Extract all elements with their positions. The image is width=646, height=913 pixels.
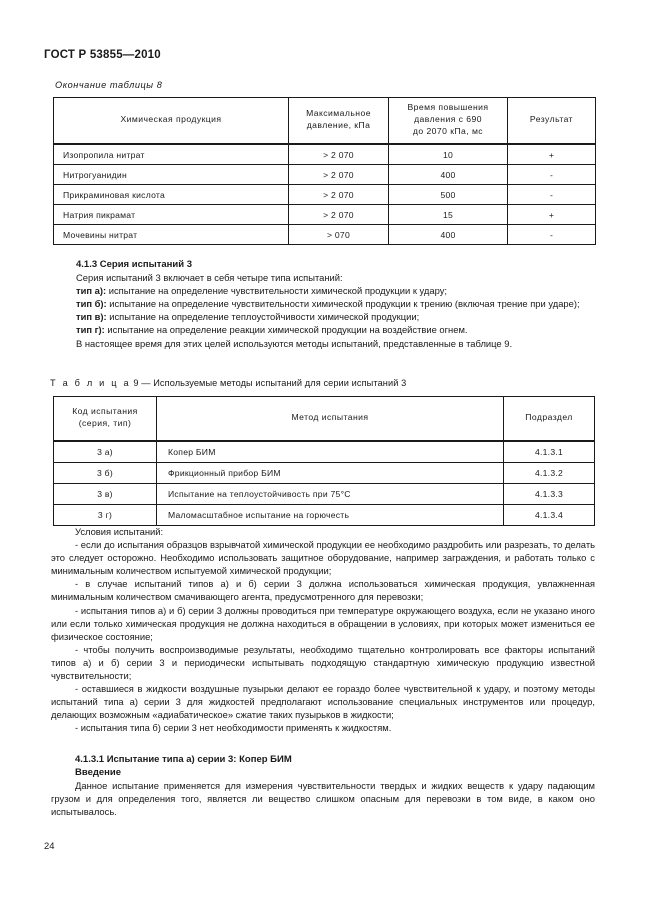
test-type-label: тип б):	[76, 298, 107, 310]
table8-cell-name: Нитрогуанидин	[54, 165, 289, 185]
table8-cell-name: Натрия пикрамат	[54, 205, 289, 225]
table8-header-time-line2: давления с 690	[414, 114, 482, 125]
table-row	[54, 463, 595, 484]
test-type-label: тип в):	[76, 311, 107, 323]
section-4-1-3-closing: В настоящее время для этих целей используются методы испытаний, представленные в таблице 9.	[76, 337, 513, 349]
table8-header-result: Результат	[508, 98, 596, 145]
conditions-item: - чтобы получить воспроизводимые результаты, необходимо тщательно контролировать все факторы испытаний типов а) и б) серии 3 и периодически испытывать подходящую стандартную химическую продукцию известной чувствительности;	[51, 643, 595, 682]
table8-cell-result: -	[508, 225, 596, 245]
test-type-label: тип а):	[76, 285, 107, 297]
table8-cell-pressure: > 2 070	[289, 165, 389, 185]
table8-cell-pressure: > 2 070	[289, 144, 389, 165]
table8-cell-result: -	[508, 165, 596, 185]
table8-cell-result: +	[508, 205, 596, 225]
table9-cell-method: Испытание на теплоустойчивость при 75°С	[157, 484, 504, 505]
section-4-1-3-heading: 4.1.3 Серия испытаний 3	[76, 259, 192, 270]
table8-header-pressure-line1: Максимальное	[306, 108, 371, 119]
table9-header-row	[54, 397, 595, 442]
table9-header-code-line2: (серия, тип)	[78, 418, 132, 428]
table8-cell-time: 500	[389, 185, 508, 205]
table9-cell-code: 3 г)	[54, 505, 157, 526]
test-type-item	[52, 323, 595, 336]
table8-header-time-line3: до 2070 кПа, мс	[412, 125, 484, 136]
test-type-list	[52, 284, 595, 336]
table9-cell-method: Фрикционный прибор БИМ	[157, 463, 504, 484]
section-4-1-3-1-heading: 4.1.3.1 Испытание типа а) серии 3: Копер БИМ	[75, 754, 292, 765]
conditions-item: - оставшиеся в жидкости воздушные пузырьки делают ее гораздо более чувствительной к удару, и поэтому методы испытаний типа а) серии 3 для жидкостей предполагают использование специальных инструментов или процедур, делающих возможным «адиабатическое» сжатие таких пузырьков в жидкости;	[51, 683, 595, 721]
table-row	[54, 441, 595, 463]
table-row	[54, 225, 596, 245]
test-type-text: испытание на определение теплоустойчивости химической продукции;	[109, 311, 420, 323]
table9-header-method: Метод испытания	[157, 397, 504, 442]
table-row	[54, 484, 595, 505]
section-4-1-3-1-body: Данное испытание применяется для измерения чувствительности твердых и жидких веществ к удару падающим грузом и для определения того, является ли вещество слишком опасным для перевозки в том виде, в каком оно испытывалось.	[51, 780, 595, 818]
test-type-item	[52, 310, 595, 323]
table-row	[54, 185, 596, 205]
table8-cell-time: 400	[389, 165, 508, 185]
table8-cell-pressure: > 070	[289, 225, 389, 245]
table8-cell-pressure: > 2 070	[289, 185, 389, 205]
table8-cell-name: Изопропила нитрат	[54, 144, 289, 165]
test-conditions-block	[51, 525, 595, 735]
table8-cell-time: 10	[389, 144, 508, 165]
table8-header-pressure	[289, 98, 389, 145]
test-type-item	[52, 297, 595, 310]
table9-cell-code: 3 б)	[54, 463, 157, 484]
table-row	[54, 165, 596, 185]
section-4-1-3	[52, 258, 595, 350]
running-head: ГОСТ Р 53855—2010	[44, 49, 161, 61]
test-type-text: испытание на определение чувствительности химической продукции к трению (включая трение при ударе);	[109, 298, 580, 310]
table-8	[53, 97, 596, 245]
table9-caption-word: Т а б л и ц а	[50, 378, 131, 388]
conditions-item: - в случае испытаний типов а) и б) серии 3 должна использоваться химическая продукция, увлажненная минимальным количеством смачивающего агента, предусмотренного для перевозки;	[51, 578, 595, 603]
table9-header-code	[54, 397, 157, 442]
table9-header-code-line1: Код испытания	[72, 406, 138, 417]
table9-cell-subsection: 4.1.3.4	[504, 505, 595, 526]
conditions-item: - испытания типа б) серии 3 нет необходимости применять к жидкостям.	[75, 722, 392, 734]
table9-header-subsection: Подраздел	[504, 397, 595, 442]
table9-caption-rest: 9 — Используемые методы испытаний для серии испытаний 3	[130, 378, 407, 388]
table8-header-row	[54, 98, 596, 145]
table8-header-pressure-line2: давление, кПа	[306, 120, 371, 130]
conditions-item: - испытания типов а) и б) серии 3 должны проводиться при температуре окружающего воздуха, если не указано иного или если только химическая продукция не должна находиться в обращении в условиях, при которых может измениться ее физическое состояние;	[51, 604, 595, 642]
test-type-item	[52, 284, 595, 297]
table9-cell-subsection: 4.1.3.2	[504, 463, 595, 484]
test-type-label: тип г):	[76, 324, 105, 336]
table8-header-time-line1: Время повышения	[407, 102, 489, 113]
table8-cell-result: -	[508, 185, 596, 205]
table8-cell-time: 400	[389, 225, 508, 245]
test-type-text: испытание на определение реакции химической продукции на воздействие огнем.	[107, 324, 468, 336]
table8-cell-name: Мочевины нитрат	[54, 225, 289, 245]
conditions-item: - если до испытания образцов взрывчатой химической продукции ее необходимо раздробить или разрезать, то делать это следует осторожно. Необходимо использовать защитное оборудование, например заграждения, и работать только с минимальным количеством испытуемой химической продукции;	[51, 539, 595, 577]
test-type-text: испытание на определение чувствительности химической продукции к удару;	[108, 285, 448, 297]
table8-cell-name: Прикраминовая кислота	[54, 185, 289, 205]
table9-cell-code: 3 а)	[54, 441, 157, 463]
table-row	[54, 505, 595, 526]
table-row	[54, 205, 596, 225]
conditions-title: Условия испытаний:	[75, 526, 164, 537]
page-number: 24	[44, 840, 55, 851]
table8-header-time	[389, 98, 508, 145]
table9-cell-code: 3 в)	[54, 484, 157, 505]
table8-caption: Окончание таблицы 8	[55, 80, 163, 90]
table9-cell-method: Копер БИМ	[157, 441, 504, 463]
table9-cell-subsection: 4.1.3.1	[504, 441, 595, 463]
section-4-1-3-intro: Серия испытаний 3 включает в себя четыре типа испытаний:	[76, 272, 343, 284]
table8-cell-result: +	[508, 144, 596, 165]
table-9	[53, 396, 595, 526]
table9-cell-method: Маломасштабное испытание на горючесть	[157, 505, 504, 526]
table8-cell-time: 15	[389, 205, 508, 225]
table9-cell-subsection: 4.1.3.3	[504, 484, 595, 505]
section-4-1-3-1-subheading: Введение	[75, 767, 122, 779]
section-4-1-3-1	[51, 753, 595, 818]
table9-caption	[50, 378, 406, 388]
table8-header-chemical: Химическая продукция	[54, 98, 289, 145]
table8-cell-pressure: > 2 070	[289, 205, 389, 225]
table-row	[54, 144, 596, 165]
